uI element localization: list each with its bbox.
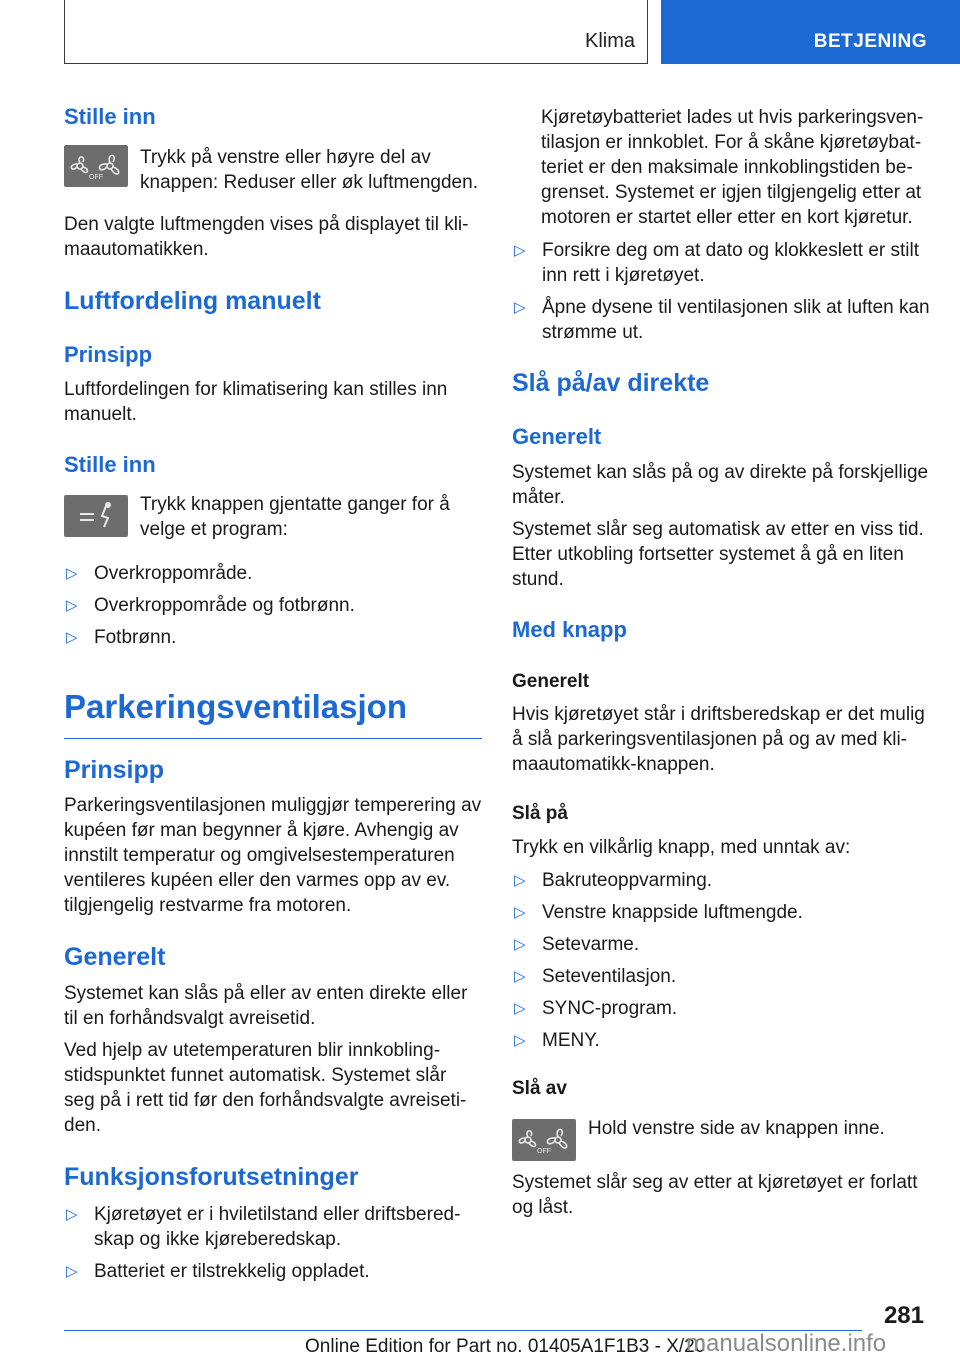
icon-1-text: Trykk på venstre eller høyre del av knappen: Reduser eller øk luftmengden. [140, 147, 478, 193]
bullet-icon: ▷ [514, 1032, 526, 1049]
para-generelt-1a: Systemet kan slås på eller av enten direkte eller til en forhåndsvalgt avreisetid. [64, 983, 468, 1029]
fan-off-icon [64, 145, 128, 187]
list-item: ▷ SYNC-program. [514, 998, 678, 1019]
list-item: ▷ Venstre knappside luftmengde. [514, 902, 803, 923]
list-item: ▷ Setevarme. [514, 934, 640, 955]
watermark: manualsonline.info [686, 1330, 887, 1357]
heading-stille-inn-1: Stille inn [64, 104, 156, 129]
list-item: ▷ Batteriet er tilstrekkelig oppladet. [66, 1261, 370, 1282]
heading-sla-pa-av: Slå på/av direkte [512, 369, 710, 397]
svg-text:OFF: OFF [89, 174, 103, 181]
icon-3-text: Hold venstre side av knappen inne. [588, 1118, 885, 1139]
header-frame [64, 0, 648, 64]
heading-generelt-2: Generelt [512, 424, 602, 449]
bullet-icon: ▷ [514, 968, 526, 985]
heading-parkeringsventilasjon: Parkeringsventilasjon [64, 688, 407, 725]
footer-edition: Online Edition for Part no. 01405A1F1B3 - X/20 [305, 1336, 706, 1357]
bullet-icon: ▷ [514, 1000, 526, 1017]
header-tab[interactable] [661, 0, 960, 64]
list-item: ▷ Fotbrønn. [66, 627, 177, 648]
icon-row-2 [64, 492, 482, 542]
heading-prinsipp-2: Prinsipp [64, 756, 165, 784]
list-item: ▷ Seteventilasjon. [514, 966, 677, 987]
heading-sla-pa: Slå på [512, 803, 568, 824]
air-distribution-icon [64, 495, 128, 537]
list-item: ▷ MENY. [514, 1030, 600, 1051]
para-generelt-2b: Systemet slår seg automatisk av etter en viss tid. Etter utkobling fortsetter systemet å gå en liten stund. [512, 519, 924, 590]
list-item: ▷ Bakruteoppvarming. [514, 870, 713, 891]
heading-sla-av: Slå av [512, 1078, 567, 1099]
list-item: ▷ Forsikre deg om at dato og klokkeslett er stilt inn rett i kjøretøyet. [514, 240, 919, 286]
heading-generelt-3: Generelt [512, 671, 590, 692]
bullet-icon: ▷ [514, 904, 526, 921]
bullet-icon: ▷ [514, 936, 526, 953]
page-number: 281 [883, 1302, 924, 1329]
heading-generelt-1: Generelt [64, 943, 166, 971]
para-sla-av: Systemet slår seg av etter at kjøretøyet er forlatt og låst. [512, 1172, 918, 1218]
para-generelt-1b: Ved hjelp av utetemperaturen blir innkoblingstidspunktet funnet automatisk. Systemet slår seg på i rett tid før den forhåndsvalgte avreisetiden. [64, 1040, 467, 1136]
bullet-icon: ▷ [66, 1263, 78, 1280]
bullet-icon: ▷ [514, 872, 526, 889]
header-tab-label: BETJENING [813, 31, 927, 52]
para-generelt-3: Hvis kjøretøyet står i driftsberedskap er det mulig å slå parkeringsventilasjonen på og av med klimaautomatikk-knappen. [512, 704, 925, 775]
para-generelt-2a: Systemet kan slås på og av direkte på forskjellige måter. [512, 462, 929, 508]
icon-2-text: Trykk knappen gjentatte ganger for å velge et program: [140, 494, 450, 540]
bullet-icon: ▷ [66, 1206, 78, 1223]
icon-row-1 [64, 145, 482, 195]
para-continued: Kjøretøybatteriet lades ut hvis parkeringsventilasjon er innkoblet. For å skåne kjøretøybatteriet er den maksimale innkoblingstiden begrenset. Systemet er igjen tilgjengelig etter at motoren er startet eller etter en kort kjøretur. [541, 107, 924, 228]
bullet-icon: ▷ [66, 565, 78, 582]
list-item: ▷ Åpne dysene til ventilasjonen slik at luften kan strømme ut. [514, 297, 930, 343]
para-valgte: Den valgte luftmengden vises på displayet til klimaautomatikken. [64, 214, 469, 260]
header-section: Klima [584, 30, 635, 52]
heading-rule [64, 738, 482, 739]
svg-text:OFF: OFF [537, 1148, 551, 1155]
heading-prinsipp-1: Prinsipp [64, 342, 153, 367]
para-prinsipp-1: Luftfordelingen for klimatisering kan stilles inn manuelt. [64, 379, 448, 425]
list-item: ▷ Overkroppområde og fotbrønn. [66, 595, 355, 616]
heading-med-knapp: Med knapp [512, 617, 627, 642]
bullet-icon: ▷ [66, 629, 78, 646]
bullet-icon: ▷ [66, 597, 78, 614]
list-item: ▷ Overkroppområde. [66, 563, 253, 584]
heading-funksjonsforutsetninger: Funksjonsforutsetninger [64, 1163, 359, 1191]
heading-stille-inn-2: Stille inn [64, 452, 156, 477]
fan-off-icon [512, 1119, 576, 1161]
para-prinsipp-2: Parkeringsventilasjonen muliggjør temperering av kupéen før man begynner å kjøre. Avhengig av innstilt temperatur og omgivelsestemperaturen ventileres kupéen eller den varmes opp av ev. tilgjengelig restvarme fra motoren. [64, 795, 482, 916]
bullet-icon: ▷ [514, 242, 526, 259]
list-item: ▷ Kjøretøyet er i hviletilstand eller driftsberedskap og ikke kjøreberedskap. [66, 1204, 461, 1250]
icon-row-3 [512, 1116, 930, 1166]
heading-luftfordeling: Luftfordeling manuelt [64, 287, 321, 315]
para-sla-pa: Trykk en vilkårlig knapp, med unntak av: [512, 837, 851, 858]
bullet-icon: ▷ [514, 299, 526, 316]
